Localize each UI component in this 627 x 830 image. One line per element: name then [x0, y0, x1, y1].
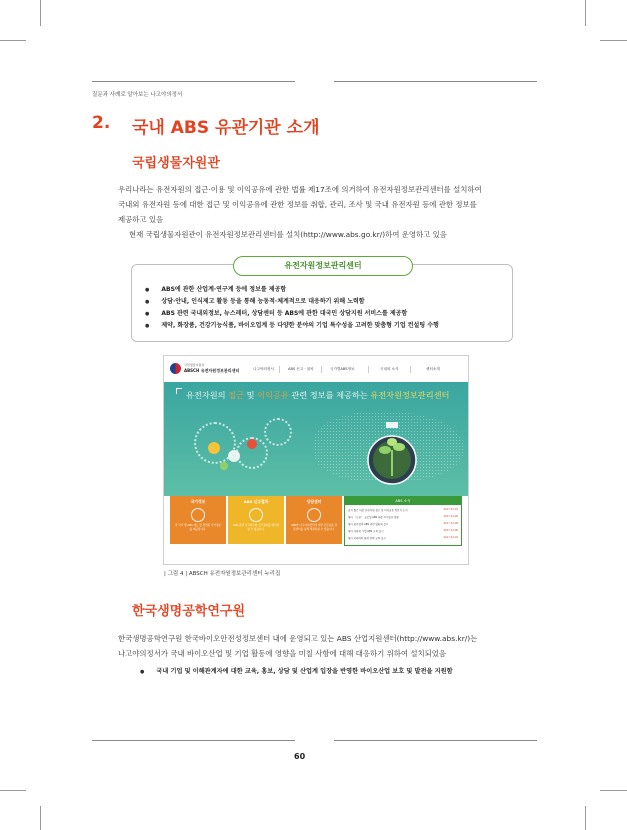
news-text: 행사 표준협력 ABS 관련 발표회 실시	[348, 523, 389, 526]
crop-mark	[40, 0, 41, 26]
crop-mark	[600, 40, 627, 41]
nav-item: 국내외 소식	[380, 367, 399, 371]
bracket-icon	[176, 388, 182, 394]
news-date: 2017-12-06	[443, 529, 458, 532]
news-text: 공지 월간 이중 유전자원 접근 및 이익공유 정보지 소식	[348, 509, 408, 512]
crop-mark	[585, 0, 586, 26]
site-banner	[164, 382, 468, 496]
banner-text: 유전자원의	[186, 390, 229, 400]
gear-icon	[264, 418, 292, 446]
news-text: 행사 사회적 기업 ABS 교육 실시	[348, 530, 384, 533]
list-item: ● ABS 관련 국내외정보, 뉴스레터, 상담센터 등 ABS에 관한 대국민 상담지원 서비스를 제공함	[145, 308, 439, 320]
info-box-list	[145, 284, 439, 332]
news-row	[348, 529, 458, 533]
news-text: 행사 〈도전〉 글로벌 ABS 대응 이익공유 발표	[348, 516, 399, 519]
figure-caption: | 그림 4 | ABSCH 유전자원정보관리센터 누리집	[164, 571, 281, 577]
banner-text: 및	[243, 390, 258, 400]
news-row	[348, 536, 458, 540]
nav-separator	[321, 366, 322, 373]
nav-separator	[279, 366, 280, 373]
government-logo-icon	[170, 363, 181, 374]
nav-item: 국가별ABS정보	[330, 367, 355, 371]
tile-title: 상담센터	[306, 499, 322, 504]
banner-text: 관련 정보를 제공하는	[288, 390, 371, 400]
news-row	[348, 522, 458, 526]
footer-rule	[334, 740, 537, 741]
tile-description: ABS 관련 신고의무와 신고절차를 확인하실 수 있습니다.	[232, 524, 280, 531]
tile-abs-procedure	[228, 496, 284, 544]
website-screenshot	[163, 355, 469, 565]
paragraph-line: 현재 국립생물자원관이 유전자원정보관리센터를 설치(http://www.abs.go.kr/)하여 운영하고 있음	[129, 230, 447, 239]
list-item: ● ABS에 관한 산업계·연구계 등에 정보를 제공함	[145, 284, 439, 296]
flask-plant-icon	[364, 420, 420, 492]
news-row	[348, 508, 458, 512]
crop-mark	[40, 806, 41, 830]
bio-icons-illustration	[204, 434, 264, 474]
nav-separator	[410, 366, 411, 373]
paragraph-line: 한국생명공학연구원 한국바이오안전성정보센터 내에 운영되고 있는 ABS 산업지원센터(http://www.abs.kr/)는	[118, 634, 478, 643]
site-nav	[164, 356, 468, 382]
paragraph-kribb	[118, 631, 558, 661]
tile-consulting	[286, 496, 342, 544]
news-date: 2017-12-08	[443, 522, 458, 525]
document-icon	[249, 508, 263, 522]
news-text: 행사 미래과학 환경 전략 교육 실시	[348, 537, 386, 540]
crop-mark	[585, 806, 586, 830]
paragraph-nibr	[118, 182, 558, 242]
phone-icon	[307, 508, 321, 522]
paragraph-line: 우리나라는 유전자원의 접근·이용 및 이익공유에 관한 법률 제17조에 의거하여 유전자원정보관리센터를 설치하여	[118, 185, 482, 194]
list-item: ● 제약, 화장품, 건강기능식품, 바이오업계 등 다양한 분야의 기업 특수성을 고려한 맞춤형 기업 컨설팅 수행	[145, 320, 439, 332]
logo-org: 국립생물자원관	[184, 363, 205, 367]
news-date: 2017-12-04	[443, 536, 458, 539]
tile-title: 국가정보	[190, 499, 206, 504]
tile-description: 각 국가 별 ABS 제도 및 관련된 국가정보를 제공합니다.	[174, 524, 221, 531]
tile-country-info	[170, 496, 226, 544]
header-rule	[334, 81, 537, 82]
header-rule	[92, 81, 295, 82]
news-date: 2017-12-09	[443, 515, 458, 518]
running-header: 질문과 사례로 알아보는 나고야의정서	[92, 92, 183, 98]
banner-title	[186, 390, 449, 401]
crop-mark	[0, 40, 26, 41]
heading-nibr: 국립생물자원관	[132, 156, 220, 171]
nav-item: ABS 신고 · 절차	[288, 367, 314, 371]
crop-mark	[600, 790, 627, 791]
page-number: 60	[294, 752, 306, 761]
banner-highlight: 접근	[228, 390, 244, 400]
banner-highlight: 이익공유	[257, 390, 289, 400]
globe-icon	[191, 508, 205, 522]
heading-kribb: 한국생명공학연구원	[132, 604, 246, 619]
tile-description: ABS와 나고야의정서에 대한 궁금증을 상담센터를 통해 해결하실 수 있습니다.	[290, 524, 338, 531]
list-item: ● 상담·안내, 인식제고 활동 등을 통해 능동적·체계적으로 대응하기 위해 노력함	[145, 296, 439, 308]
news-panel	[344, 496, 462, 546]
footer-rule	[92, 740, 295, 741]
section-title: 국내 ABS 유관기관 소개	[132, 118, 320, 138]
kribb-bullet: ● 국내 기업 및 이해관계자에 대한 교육, 홍보, 상담 및 산업계 입장을 반영한 바이오산업 보호 및 발전을 지원함	[140, 666, 453, 675]
section-number: 2.	[92, 113, 111, 133]
logo-title: ABSCH 유전자원정보관리센터	[184, 368, 240, 373]
paragraph-line: 국내외 유전자원 등에 대한 접근 및 이익공유에 관한 정보를 취합, 관리, 조사 및 국내 유전자원 등에 관한 정보를	[118, 200, 477, 209]
info-box-title: 유전자원정보관리센터	[233, 256, 413, 276]
crop-mark	[0, 790, 26, 791]
nav-item: 나고야의정서	[253, 367, 274, 371]
news-date: 2017-12-18	[443, 508, 458, 511]
news-title: ABS 소식	[345, 497, 461, 505]
tile-title: ABS 신고절차	[243, 499, 269, 504]
news-row	[348, 515, 458, 519]
info-box	[131, 261, 513, 342]
banner-highlight: 유전자원정보관리센터	[370, 390, 450, 400]
nav-item: 센터소개	[426, 367, 440, 371]
paragraph-line: 나고야의정서가 국내 바이오산업 및 기업 활동에 영향을 미칠 사항에 대해 대응하기 위하여 설치되었음	[118, 649, 447, 658]
paragraph-line: 제공하고 있음	[118, 215, 164, 224]
nav-separator	[368, 366, 369, 373]
